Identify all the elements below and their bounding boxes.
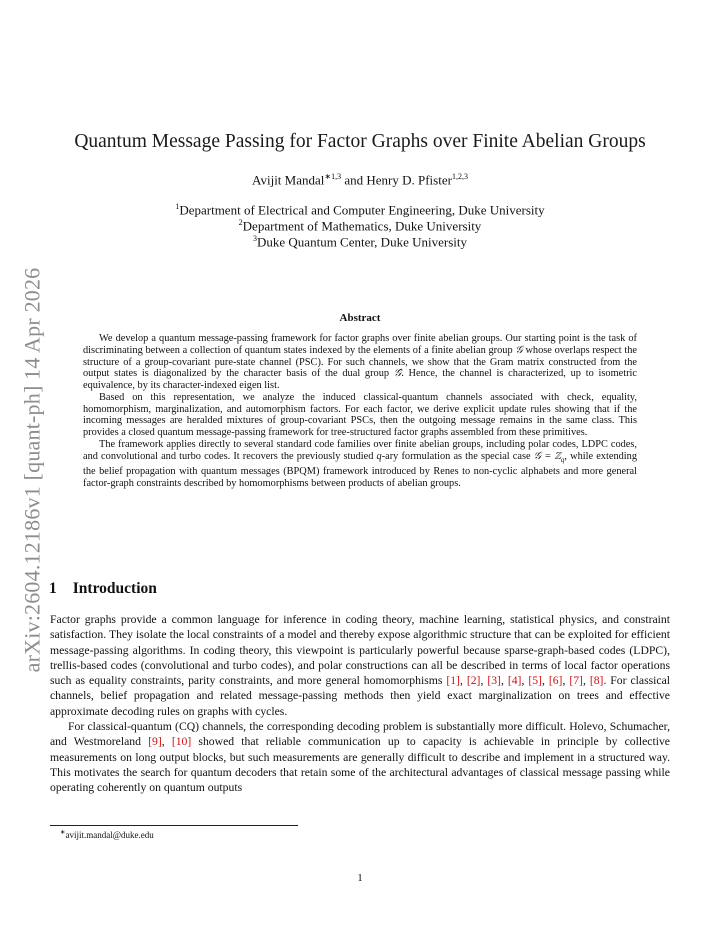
author-name: Avijit Mandal (252, 172, 325, 188)
separator: , (459, 674, 467, 688)
footnote-mark: ∗ (60, 829, 66, 836)
affiliation (40, 202, 680, 218)
body-paragraph (50, 719, 670, 795)
author-name: Henry D. Pfister (366, 172, 452, 188)
section-number: 1 (49, 580, 57, 597)
affiliation-text: Department of Electrical and Computer Engineering, Duke University (179, 202, 545, 218)
abstract-paragraph: Based on this representation, we analyze the induced classical-quantum channels associated with check, equality, homomorphism, marginalization, and automorphism factors. For each factor, we derive explicit update rules showing that if the incoming messages are heralded mixtures of group-covariant PSCs, then the outgoing message remains in the same class. This provides a closed quantum message-passing framework for tree-structured factor graphs assembled from these primitives. (83, 391, 637, 438)
abstract-paragraph (83, 439, 637, 490)
affiliation-mark: 2 (238, 218, 243, 227)
body-text-run: showed that reliable communication up to capacity is achievable in principle by collective measurements on long output blocks, but such measurements are generally difficult to describe and implement in a structured way. This motivates the search for quantum decoders that retain some of the architectural advantages of classical message passing while operating coherently on quantum outputs (50, 735, 670, 795)
citation-link[interactable]: [2] (466, 674, 481, 688)
citation-link[interactable]: [1] (446, 674, 460, 688)
math-symbol: 𝒢̂ (393, 368, 402, 380)
affiliation-mark: 1 (175, 202, 180, 211)
affiliation-text: Duke Quantum Center, Duke University (257, 234, 467, 250)
author-superscript: 1,2,3 (451, 172, 468, 181)
abstract-text: whose overlaps respect the structure of a group-covariant pure-state channel (PSC). For such channels, we show that the Gram matrix constructed from the output states is diagonalized by the character basis of the dual group (83, 344, 637, 380)
body-text-run: For classical-quantum (CQ) channels, the corresponding decoding problem is substantially more difficult. Holevo, Schumacher, and Westmoreland (50, 720, 670, 749)
abstract-paragraph (83, 333, 637, 392)
author-superscript: ∗1,3 (324, 172, 342, 181)
abstract-text: , while extending the belief propagation with quantum messages (BPQM) framework introduced by Renes to non-cyclic alphabets and more general factor-graph constraints described by homomorphisms between products of abelian groups. (83, 450, 637, 490)
math-subscript: q (560, 455, 565, 464)
separator: , (500, 674, 508, 688)
separator: , (521, 674, 529, 688)
citation-link[interactable]: [8] (589, 674, 604, 688)
citation-link[interactable]: [4] (507, 674, 522, 688)
section-heading (49, 580, 157, 598)
footnote-rule (50, 825, 298, 826)
section-title: Introduction (72, 580, 157, 597)
body-text-run: Factor graphs provide a common language for inference in coding theory, machine learning, statistical physics, and constraint satisfaction. They isolate the local constraints of a model and thereby expose algorithmic structure that can be exploited for efficient message-passing algorithms. In coding theory, this viewpoint is particularly powerful because sparse-graph-based codes (LDPC), trellis-based codes (convolutional and turbo codes), and polar constructions can all be described in terms of local factor operations such as equality constraints, parity constraints, and more general homomorphisms (50, 613, 670, 688)
footnote (60, 828, 154, 840)
paper-title: Quantum Message Passing for Factor Graphs over Finite Abelian Groups (74, 131, 646, 152)
math-symbol: q (376, 450, 382, 462)
abstract-body (83, 333, 637, 490)
citation-link[interactable]: [7] (569, 674, 583, 688)
affiliation (40, 234, 680, 250)
footnote-email[interactable]: avijit.mandal@duke.edu (65, 830, 154, 840)
abstract-text: -ary formulation as the special case (381, 450, 534, 462)
body-text-run: . For classical channels, belief propagation and related message-passing methods then yield exact marginalization on trees and effective approximate decoding rules on graphs with cycles. (50, 674, 671, 718)
separator: , (582, 674, 590, 688)
separator: , (480, 674, 488, 688)
citation-link[interactable]: [3] (487, 674, 501, 688)
body-text (50, 612, 670, 796)
author-conjunction: and (341, 172, 367, 188)
author-line (40, 172, 680, 188)
citation-link[interactable]: [5] (528, 674, 542, 688)
abstract-text: We develop a quantum message-passing framework for factor graphs over finite abelian groups. Our starting point is the task of discriminating between a collection of quantum states indexed by the elements of a finite abelian group (83, 333, 637, 356)
math-symbol: 𝒢 = ℤ (533, 450, 561, 462)
citation-link[interactable]: [9] (148, 735, 162, 749)
separator: , (161, 735, 172, 749)
separator: , (562, 674, 570, 688)
abstract-text: . Hence, the channel is characterized, up to isometric equivalence, by its character-indexed eigen list. (83, 368, 637, 391)
page-number: 1 (357, 872, 363, 884)
body-paragraph (50, 612, 670, 719)
affiliation-mark: 3 (253, 234, 258, 243)
abstract-text: The framework applies directly to several standard code families over finite abelian groups, including polar codes, LDPC codes, and convolutional and turbo codes. It recovers the previously studied (83, 438, 637, 462)
arxiv-identifier: arXiv:2604.12186v1 [quant-ph] 14 Apr 2026 (19, 267, 45, 673)
affiliation-text: Department of Mathematics, Duke University (242, 218, 482, 234)
separator: , (541, 674, 549, 688)
citation-link[interactable]: [10] (171, 735, 192, 749)
math-symbol: 𝒢 (515, 344, 523, 356)
abstract-heading: Abstract (339, 312, 381, 324)
citation-link[interactable]: [6] (548, 674, 563, 688)
affiliation (40, 218, 680, 234)
